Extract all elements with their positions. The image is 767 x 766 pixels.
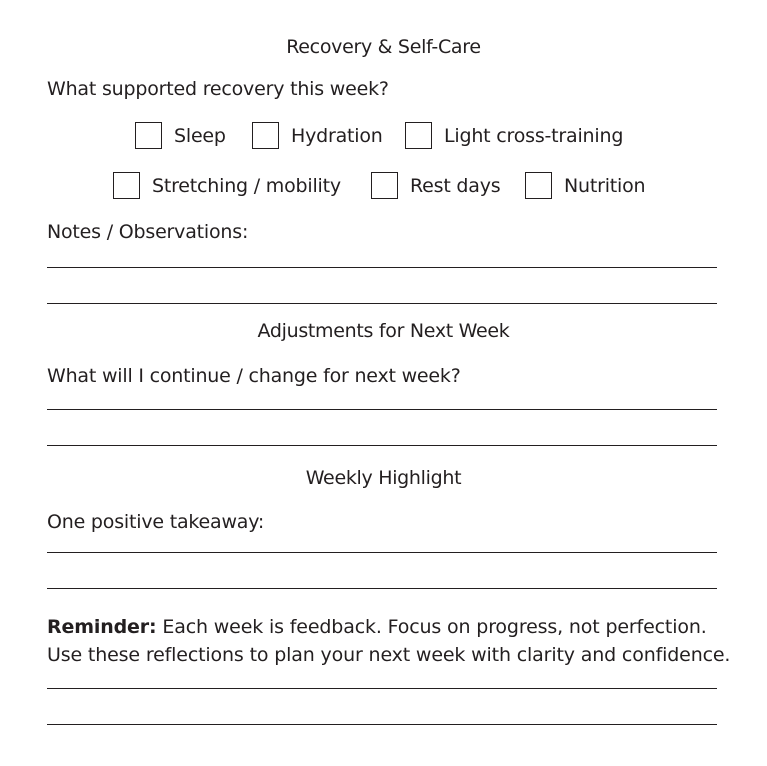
checkbox-box[interactable] [135,122,162,149]
checkbox-box[interactable] [405,122,432,149]
checkbox-light-cross-training[interactable] [405,122,623,149]
notes-write-line[interactable] [47,303,717,304]
reminder-write-line[interactable] [47,688,717,689]
checkbox-stretching-mobility[interactable] [113,172,341,199]
highlight-prompt: One positive takeaway: [47,511,265,533]
notes-label: Notes / Observations: [47,221,249,243]
notes-write-line[interactable] [47,267,717,268]
checkbox-nutrition[interactable] [525,172,645,199]
reminder-write-line[interactable] [47,724,717,725]
checkbox-box[interactable] [525,172,552,199]
checkbox-label: Nutrition [564,174,646,197]
checkbox-box[interactable] [371,172,398,199]
reminder-text-line-2: Use these reflections to plan your next week with clarity and confidence. [47,644,731,666]
checkbox-hydration[interactable] [252,122,383,149]
highlight-section-title: Weekly Highlight [305,467,462,489]
checkbox-label: Stretching / mobility [152,174,341,197]
checkbox-label: Sleep [174,124,226,147]
checkbox-label: Hydration [291,124,383,147]
recovery-prompt: What supported recovery this week? [47,78,389,100]
reminder-text-line-1: Each week is feedback. Focus on progress, not perfection. [156,616,707,638]
adjustments-prompt: What will I continue / change for next week? [47,365,461,387]
reminder-line-1 [47,613,730,641]
adjustments-write-line[interactable] [47,409,717,410]
checkbox-box[interactable] [113,172,140,199]
highlight-write-line[interactable] [47,588,717,589]
reminder-text [47,613,730,669]
checkbox-label: Light cross-training [444,124,624,147]
checkbox-sleep[interactable] [135,122,226,149]
checkbox-label: Rest days [410,174,501,197]
checkbox-box[interactable] [252,122,279,149]
checkbox-rest-days[interactable] [371,172,500,199]
adjustments-write-line[interactable] [47,445,717,446]
recovery-section-title: Recovery & Self-Care [286,36,481,58]
adjustments-section-title: Adjustments for Next Week [257,320,510,342]
reminder-label: Reminder: [47,616,157,638]
highlight-write-line[interactable] [47,552,717,553]
